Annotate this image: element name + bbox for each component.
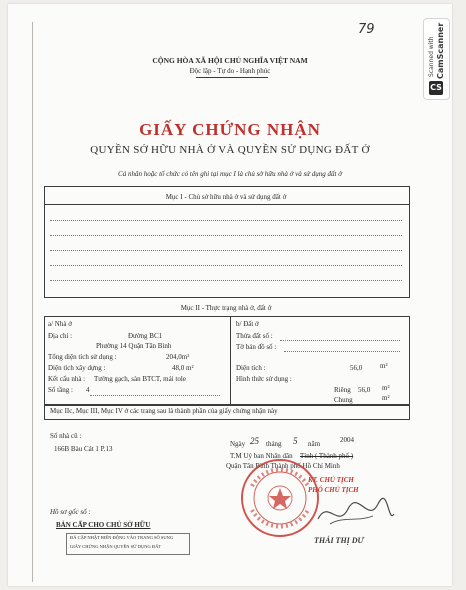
house-address-line2: Phường 14 Quận Tân Bình bbox=[96, 342, 172, 350]
parcel-label: Thửa đất số : bbox=[236, 332, 273, 340]
map-dotted-line bbox=[284, 351, 400, 352]
date-day-label: Ngày bbox=[230, 440, 246, 448]
old-number-label: Số nhà cũ : bbox=[50, 432, 82, 440]
authority-district: Quận Tân Bình Thành phố Hồ Chí Minh bbox=[226, 462, 340, 470]
date-year: 2004 bbox=[340, 436, 354, 444]
date-year-label: năm bbox=[308, 440, 321, 448]
floors-label: Số tầng : bbox=[48, 386, 73, 394]
owner-copy-title: BẢN CẤP CHO CHỦ SỞ HỮU bbox=[56, 521, 151, 529]
update-note-line2: GIẤY CHỨNG NHẬN QUYỀN SỬ DỤNG ĐẤT bbox=[70, 544, 162, 549]
total-area-label: Tổng diện tích sử dụng : bbox=[48, 353, 117, 361]
private-label: Riêng bbox=[334, 386, 351, 394]
total-area-value: 204,0m² bbox=[166, 353, 190, 361]
land-area-value: 56,0 bbox=[350, 364, 363, 372]
private-unit: m² bbox=[382, 384, 390, 392]
section-1-line bbox=[50, 220, 402, 221]
floors-dotted-line bbox=[90, 395, 220, 396]
date-day: 25 bbox=[250, 436, 259, 446]
signer-title-1: KT. CHỦ TỊCH bbox=[308, 476, 354, 484]
section-1-line bbox=[50, 265, 402, 266]
authority-prefix: T.M Uỷ ban Nhân dân bbox=[230, 452, 293, 460]
house-title: a/ Nhà ở bbox=[48, 320, 72, 328]
section-1-line bbox=[50, 280, 402, 281]
private-value: 56,0 bbox=[358, 386, 371, 394]
section-1-line bbox=[50, 235, 402, 236]
section-2-column-divider bbox=[230, 316, 231, 404]
shared-label: Chung bbox=[334, 396, 353, 404]
intro-text: Cá nhân hoặc tổ chức có tên ghi tại mục I là chủ sở hữu nhà ở và sử dụng đất ở bbox=[118, 170, 342, 178]
house-address-label: Địa chỉ : bbox=[48, 332, 73, 340]
section-2-heading: Mục II - Thực trạng nhà ở, đất ở bbox=[180, 304, 272, 312]
page-number: 79 bbox=[358, 22, 375, 37]
authority-struck-text: Tỉnh ( Thành phố ) bbox=[300, 452, 354, 460]
old-number-value: 166B Bàu Cát 1 P.13 bbox=[54, 445, 113, 453]
house-address-line1: Đường BC1 bbox=[128, 332, 163, 340]
certificate-subtitle: QUYỀN SỞ HỮU NHÀ Ở VÀ QUYỀN SỬ DỤNG ĐẤT Ở bbox=[90, 144, 370, 156]
footer-note: Mục IIc, Mục III, Mục IV ở các trang sau là thành phần của giấy chứng nhận này bbox=[50, 407, 278, 415]
section-1-heading: Mục I - Chủ sở hữu nhà ở và sử dụng đất ở bbox=[165, 193, 287, 201]
date-month: 5 bbox=[293, 436, 298, 446]
certificate-title: GIẤY CHỨNG NHẬN bbox=[139, 120, 321, 139]
built-area-label: Diện tích xây dựng : bbox=[48, 364, 106, 372]
country-heading: CỘNG HÒA XÃ HỘI CHỦ NGHĨA VIỆT NAM bbox=[152, 56, 308, 65]
land-area-label: Diện tích : bbox=[236, 364, 266, 372]
structure-value: Tường gạch, sàn BTCT, mái tole bbox=[94, 375, 186, 383]
camscanner-watermark bbox=[423, 18, 450, 100]
built-area-value: 48,0 m² bbox=[172, 364, 194, 372]
land-area-unit: m² bbox=[380, 362, 388, 370]
section-1-divider bbox=[44, 204, 409, 205]
structure-label: Kết cấu nhà : bbox=[48, 375, 86, 383]
page-fold-line bbox=[32, 22, 33, 582]
camscanner-logo-icon: CS bbox=[429, 81, 443, 95]
shared-unit: m² bbox=[382, 394, 390, 402]
floors-value: 4 bbox=[86, 386, 90, 394]
map-sheet-label: Tờ bản đồ số : bbox=[236, 343, 277, 351]
motto: Độc lập - Tự do - Hạnh phúc bbox=[189, 67, 271, 75]
certificate-page bbox=[8, 4, 452, 586]
section-1-line bbox=[50, 250, 402, 251]
land-title: b/ Đất ở bbox=[236, 320, 259, 328]
update-note-line1: ĐÃ CẬP NHẬT BIẾN ĐỘNG VÀO TRANG SỔ SUNG bbox=[70, 535, 174, 540]
motto-underline bbox=[196, 77, 268, 78]
camscanner-text: Scanned with CamScanner bbox=[428, 22, 445, 79]
signer-name: THÁI THỊ DƯ bbox=[314, 536, 364, 545]
usage-label: Hình thức sử dụng : bbox=[236, 375, 292, 383]
section-2-box bbox=[44, 316, 410, 406]
section-1-box bbox=[44, 186, 410, 298]
signer-title-2: PHÓ CHỦ TỊCH bbox=[308, 486, 359, 494]
date-month-label: tháng bbox=[266, 440, 282, 448]
signature-scribble bbox=[308, 494, 398, 534]
original-file-label: Hồ sơ gốc số : bbox=[50, 508, 91, 516]
parcel-dotted-line bbox=[280, 340, 400, 341]
